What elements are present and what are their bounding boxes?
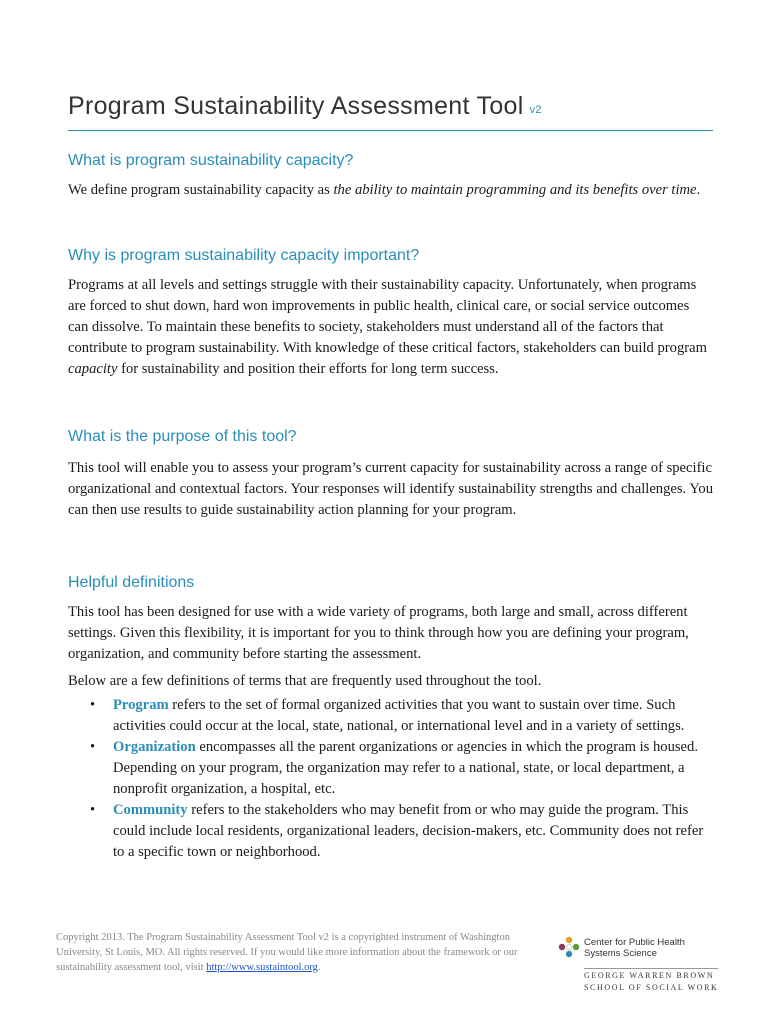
definition-text: encompasses all the parent organizations or agencies in which the program is housed. Depending on your program, the organization may refer to a national, state, or local department, a nonprofit organization, a hospital, etc. xyxy=(113,739,698,797)
text-segment: . xyxy=(317,962,321,973)
center-name xyxy=(584,937,685,959)
list-item xyxy=(68,800,713,863)
list-item xyxy=(68,737,713,800)
school-name-line: SCHOOL OF SOCIAL WORK xyxy=(584,983,719,992)
school-name-line: GEORGE WARREN BROWN xyxy=(584,971,715,980)
bullet-icon: • xyxy=(90,739,96,755)
sustaintool-link[interactable]: http://www.sustaintool.org xyxy=(206,962,318,973)
heading-purpose: What is the purpose of this tool? xyxy=(68,428,297,445)
paragraph-purpose: This tool will enable you to assess your program’s current capacity for sustainability across a range of specific organizational and contextual factors. Your responses will identify sustainability strengths and challenges. You can then use results to guide sustainability action planning for your program. xyxy=(68,460,713,518)
paragraph-what-capacity xyxy=(68,180,713,201)
paragraph-definitions-intro: This tool has been designed for use with a wide variety of programs, both large and small, across different settings. Given this flexibility, it is important for you to think through how you are defining your program, organization, and community before starting the assessment. xyxy=(68,604,689,662)
text-segment: . xyxy=(696,182,701,198)
definition-text: refers to the set of formal organized activities that you want to sustain over time. Such activities could occur at the local, state, national, or international level and in a variety of settings. xyxy=(113,697,685,734)
term-community: Community xyxy=(113,802,188,818)
cphss-logo-icon xyxy=(558,936,580,958)
italic-definition: the ability to maintain programming and its benefits over time xyxy=(333,182,697,198)
bullet-icon: • xyxy=(90,802,96,818)
copyright-text: Copyright 2013. The Program Sustainability Assessment Tool v2 is a copyrighted instrument of Washington University, St Louis, MO. All rights reserved. If you would like more information about the framework or our sustainability assessment tool, visit xyxy=(56,932,518,973)
paragraph-why-important xyxy=(68,275,713,380)
title-divider xyxy=(68,130,713,131)
text-segment: We define program sustainability capacity as xyxy=(68,182,334,198)
heading-why-important: Why is program sustainability capacity important? xyxy=(68,247,420,264)
term-organization: Organization xyxy=(113,739,196,755)
footer-copyright xyxy=(56,930,536,975)
page-title xyxy=(68,92,542,121)
definitions-list xyxy=(68,695,713,863)
heading-definitions: Helpful definitions xyxy=(68,574,195,591)
text-segment: Programs at all levels and settings struggle with their sustainability capacity. Unfortunately, when programs are forced to shut down, hard won improvements in public health, clinical care, or social service outcomes can dissolve. To maintain these benefits to society, stakeholders must understand all of the factors that contribute to program sustainability. With knowledge of these critical factors, stakeholders can build program xyxy=(68,277,707,356)
definition-text: refers to the stakeholders who may benefit from or who may guide the program. This could include local residents, organizational leaders, decision-makers, etc. Community does not refer to a specific town or neighborhood. xyxy=(113,802,704,860)
heading-what-capacity: What is program sustainability capacity? xyxy=(68,152,354,169)
school-name xyxy=(584,968,718,994)
center-name-line: Center for Public Health xyxy=(584,937,685,948)
bullet-icon: • xyxy=(90,697,96,713)
institution-logo xyxy=(558,936,728,992)
italic-capacity: capacity xyxy=(68,361,118,377)
text-segment: for sustainability and position their efforts for long term success. xyxy=(117,361,499,377)
term-program: Program xyxy=(113,697,169,713)
list-item xyxy=(68,695,713,737)
paragraph-definitions-lead: Below are a few definitions of terms that are frequently used throughout the tool. xyxy=(68,673,542,689)
version-label: v2 xyxy=(529,104,542,116)
center-name-line: Systems Science xyxy=(584,948,657,959)
title-text: Program Sustainability Assessment Tool xyxy=(68,92,524,120)
